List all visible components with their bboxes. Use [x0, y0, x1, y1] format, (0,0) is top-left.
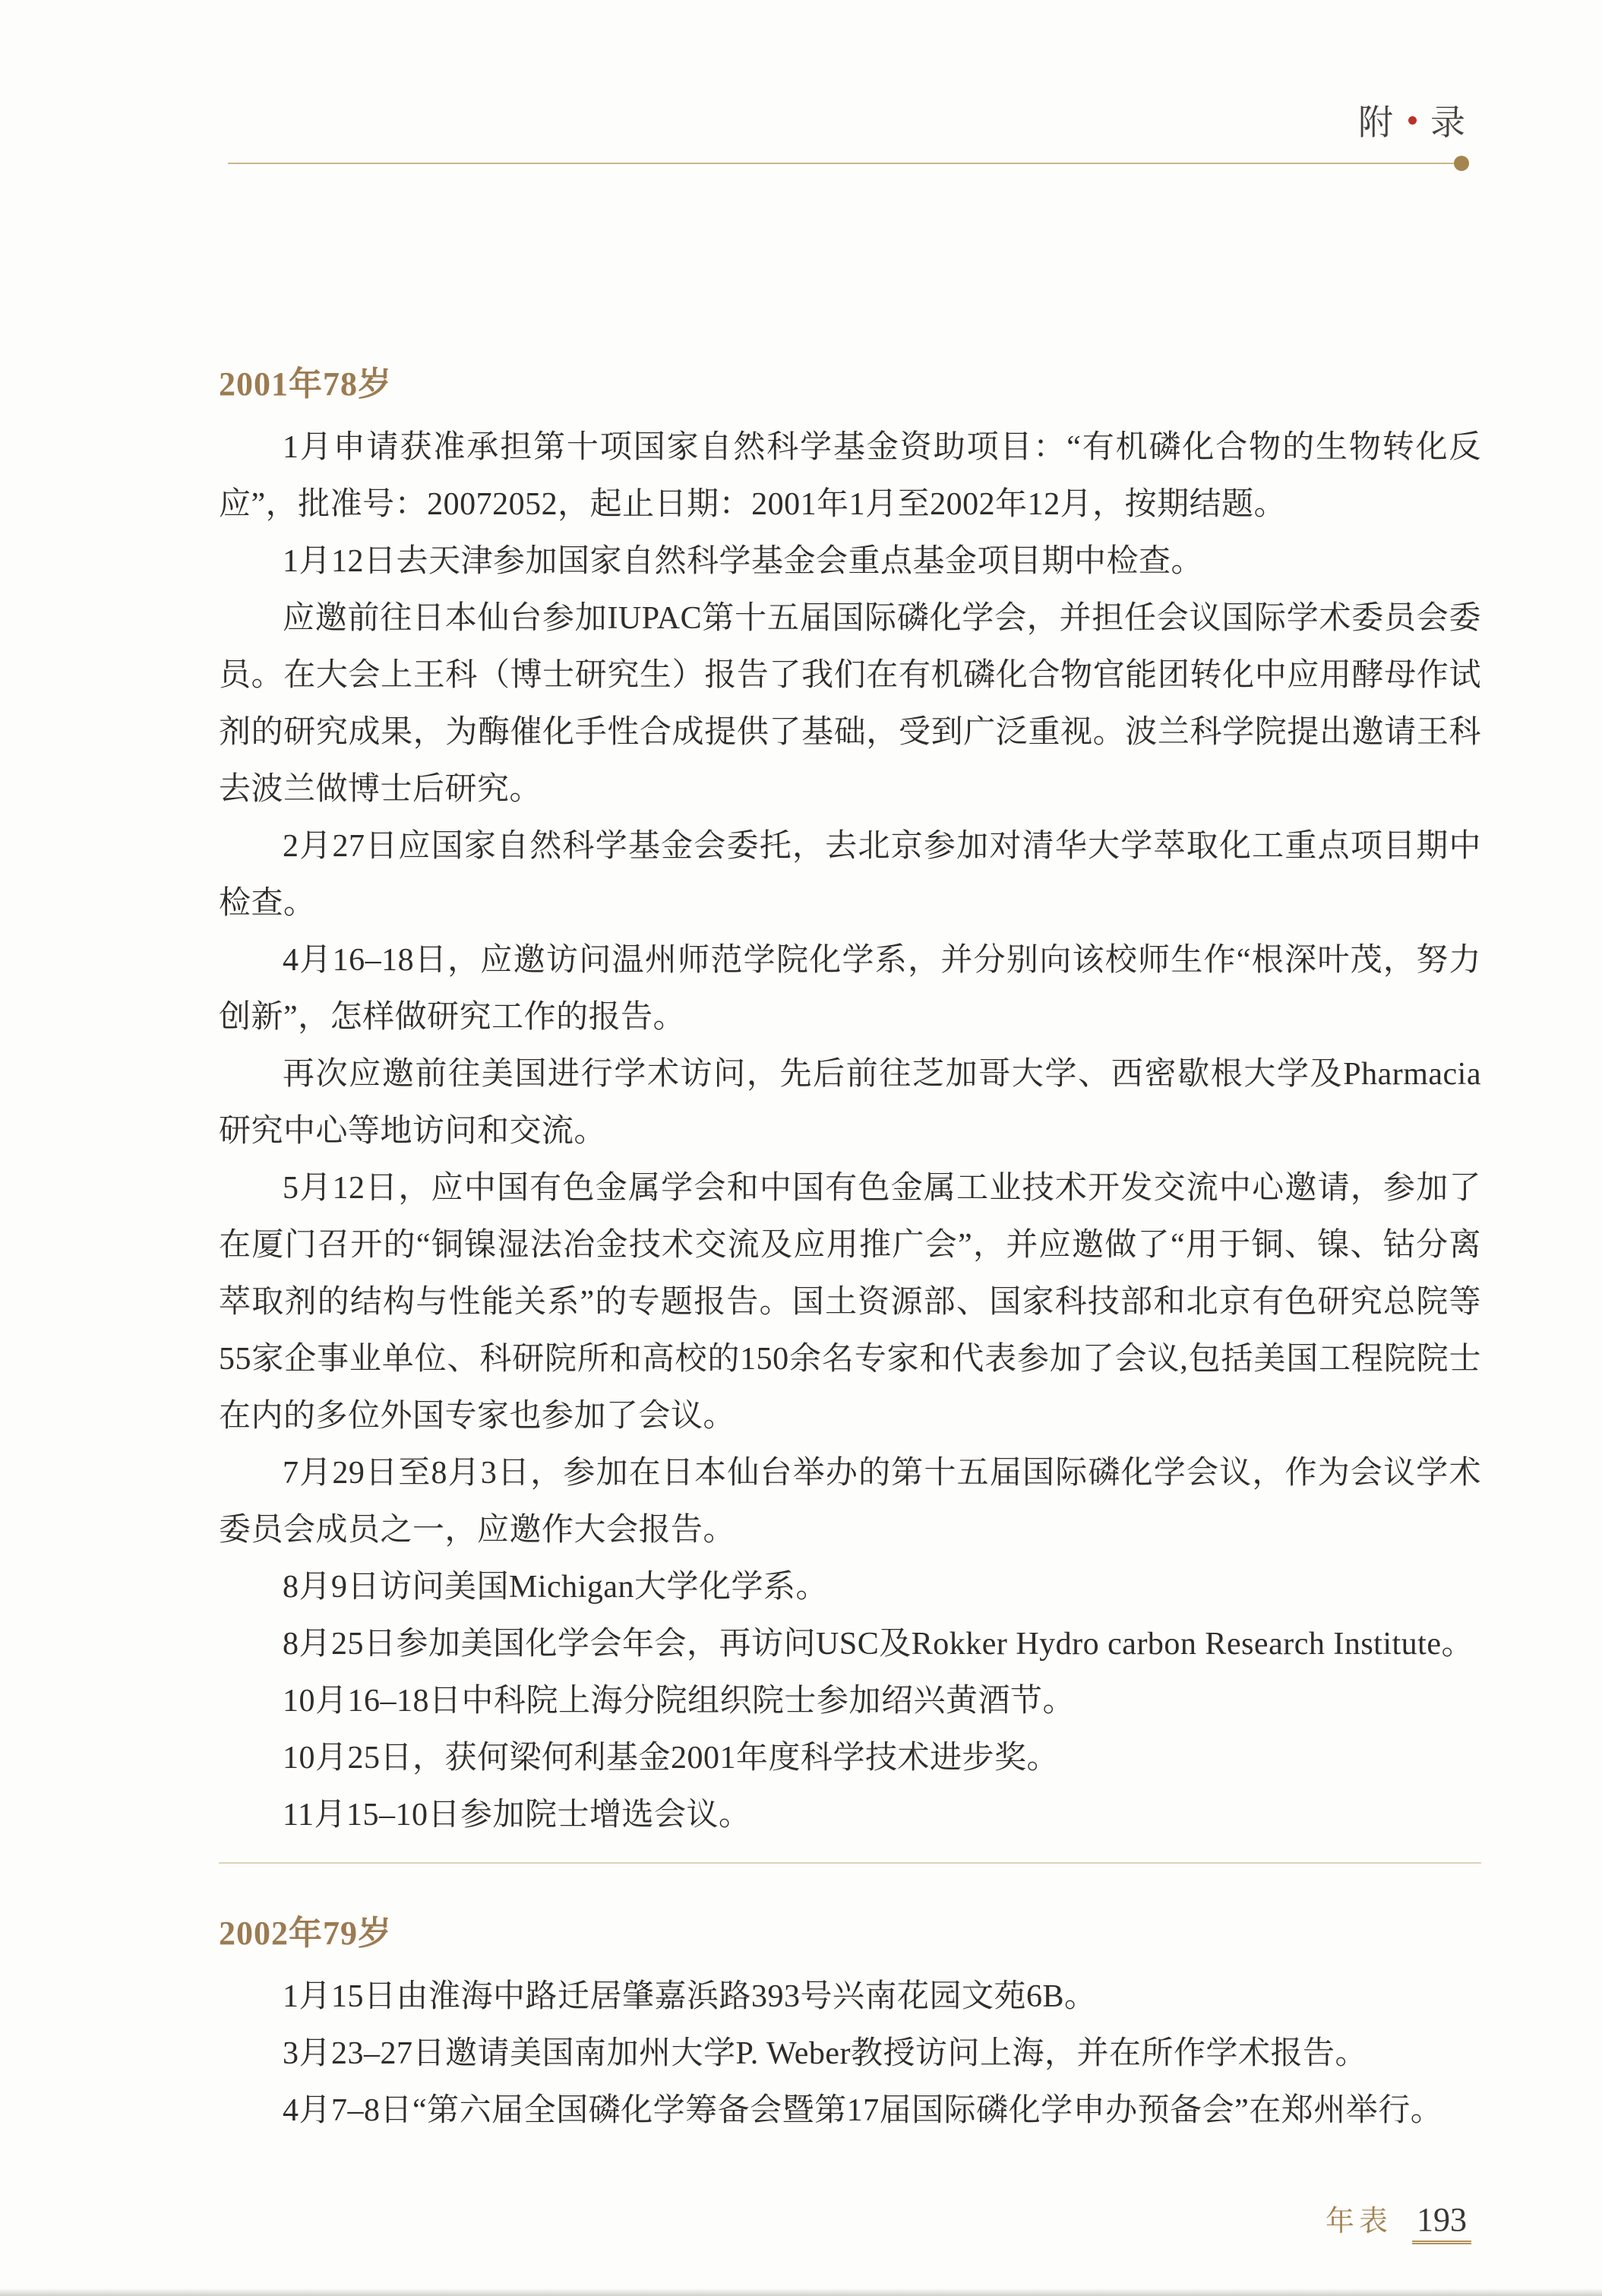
paragraph: 11月15–10日参加院士增选会议。 [283, 1798, 751, 1833]
page-number: 193 [1412, 2200, 1471, 2244]
paragraph: 1月申请获准承担第十项国家自然科学基金资助项目：“有机磷化合物的生物转化反应”，批准号：20072052，起止日期：2001年1月至2002年12月，按期结题。 [219, 430, 1481, 522]
paragraph: 4月16–18日，应邀访问温州师范学院化学系，并分别向该校师生作“根深叶茂，努力创新”，怎样做研究工作的报告。 [219, 943, 1481, 1035]
section-year-2002 [219, 1911, 1481, 2139]
running-head [228, 97, 1467, 143]
paragraph: 4月7–8日“第六届全国磷化学筹备会暨第17届国际磷化学申办预备会”在郑州举行。 [283, 2093, 1443, 2128]
page-footer [1326, 2197, 1471, 2244]
section-body-2002 [219, 1969, 1481, 2139]
paragraph: 1月12日去天津参加国家自然科学基金会重点基金项目期中检查。 [283, 544, 1204, 579]
paragraph: 2月27日应国家自然科学基金会委托，去北京参加对清华大学萃取化工重点项目期中检查。 [219, 829, 1481, 921]
running-head-char-right: 录 [1430, 103, 1467, 142]
chronology-content [219, 164, 1481, 2139]
paragraph: 5月12日，应中国有色金属学会和中国有色金属工业技术开发交流中心邀请，参加了在厦门召开的“铜镍湿法冶金技术交流及应用推广会”，并应邀做了“用于铜、镍、钴分离萃取剂的结构与性能关系”的专题报告。国土资源部、国家科技部和北京有色研究总院等55家企事业单位、科研院所和高校的150余名专家和代表参加了会议,包括美国工程院院士在内的多位外国专家也参加了会议。 [219, 1171, 1481, 1434]
section-body-2001 [219, 419, 1481, 1844]
section-year-2001 [219, 362, 1481, 1844]
paragraph: 8月25日参加美国化学会年会，再访问USC及Rokker Hydro carbon Research Institute。 [283, 1627, 1474, 1662]
section-heading-2001: 2001年78岁 [219, 365, 392, 403]
paragraph: 再次应邀前往美国进行学术访问，先后前往芝加哥大学、西密歇根大学及Pharmacia研究中心等地访问和交流。 [219, 1057, 1481, 1149]
scan-bottom-edge [0, 2288, 1602, 2296]
paragraph: 应邀前往日本仙台参加IUPAC第十五届国际磷化学会，并担任会议国际学术委员会委员。在大会上王科（博士研究生）报告了我们在有机磷化合物官能团转化中应用酵母作试剂的研究成果，为酶催化手性合成提供了基础，受到广泛重视。波兰科学院提出邀请王科去波兰做博士后研究。 [219, 601, 1481, 807]
paragraph: 3月23–27日邀请美国南加州大学P. Weber教授访问上海，并在所作学术报告。 [283, 2036, 1367, 2071]
running-head-char-left: 附 [1358, 103, 1395, 142]
section-heading-2002: 2002年79岁 [219, 1915, 392, 1952]
paragraph: 1月15日由淮海中路迁居肇嘉浜路393号兴南花园文苑6B。 [283, 1979, 1097, 2014]
paragraph: 10月16–18日中科院上海分院组织院士参加绍兴黄酒节。 [283, 1684, 1076, 1719]
red-dot-separator-icon [1408, 116, 1417, 125]
footer-section-label: 年表 [1325, 2206, 1392, 2237]
section-divider [219, 1862, 1481, 1864]
paragraph: 7月29日至8月3日，参加在日本仙台举办的第十五届国际磷化学会议，作为会议学术委员会成员之一，应邀作大会报告。 [219, 1456, 1481, 1548]
paragraph: 8月9日访问美国Michigan大学化学系。 [283, 1570, 828, 1605]
running-head-title [1358, 95, 1467, 145]
paragraph: 10月25日，获何梁何利基金2001年度科学技术进步奖。 [283, 1741, 1060, 1776]
